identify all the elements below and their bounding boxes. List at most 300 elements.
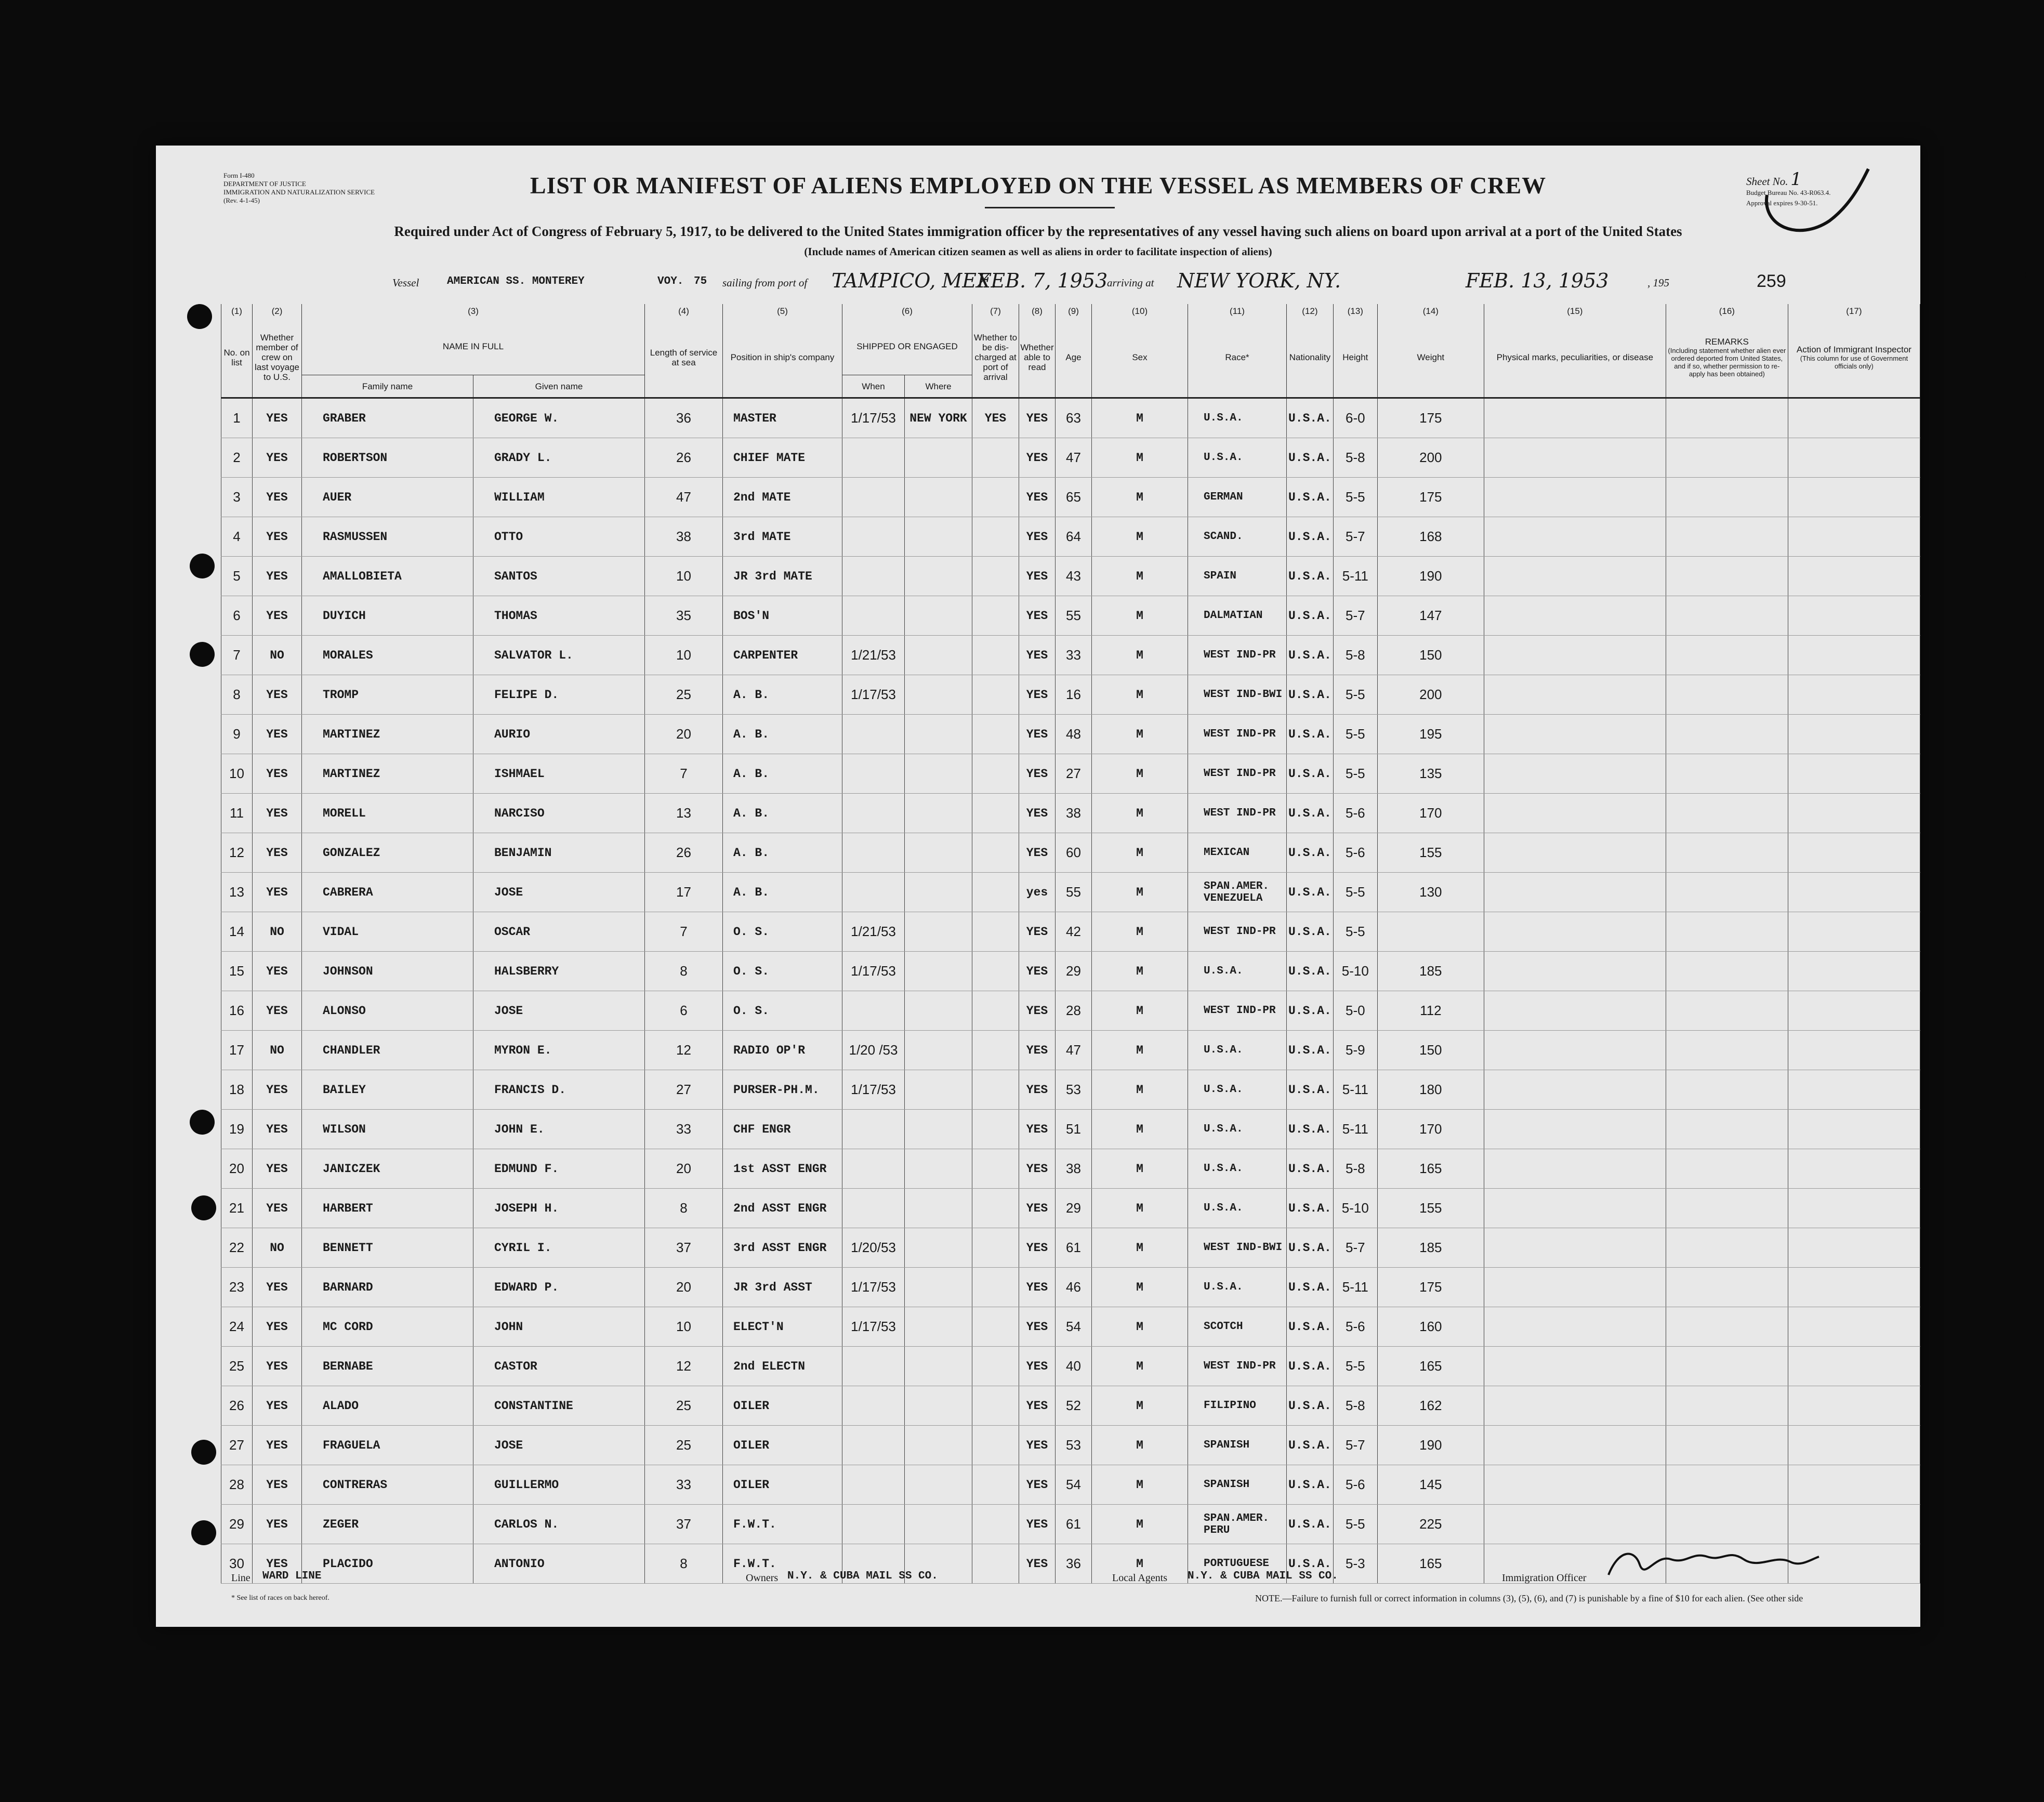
cell-physical-marks (1484, 1110, 1666, 1149)
cell-able-to-read: yes (1019, 873, 1056, 912)
cell-inspector-action (1788, 1465, 1920, 1505)
cell-age: 47 (1056, 438, 1092, 478)
cell-height: 5-7 (1333, 1426, 1377, 1465)
table-row (221, 1505, 1920, 1544)
cell-physical-marks (1484, 675, 1666, 715)
cell-family-name: ALONSO (302, 991, 473, 1031)
cell-sex: M (1092, 952, 1188, 991)
cell-remarks (1666, 1031, 1788, 1070)
cell-age: 48 (1056, 715, 1092, 754)
cell-age: 43 (1056, 557, 1092, 596)
cell-weight: 165 (1377, 1544, 1484, 1584)
cell-remarks (1666, 596, 1788, 636)
manifest-title: LIST OR MANIFEST OF ALIENS EMPLOYED ON THE VESSEL AS MEMBERS OF CREW (530, 172, 1547, 199)
cell-family-name: MC CORD (302, 1307, 473, 1347)
cell-nationality: U.S.A. (1287, 1307, 1334, 1347)
binder-hole (190, 642, 215, 667)
cell-length-of-service: 12 (645, 1347, 723, 1386)
table-row (221, 1465, 1920, 1505)
cell-nationality: U.S.A. (1287, 1268, 1334, 1307)
local-agents-name: N.Y. & CUBA MAIL SS CO. (1188, 1570, 1338, 1582)
cell-weight: 200 (1377, 438, 1484, 478)
cell-shipped-where (905, 1426, 972, 1465)
col-num-17: (17) (1788, 304, 1920, 318)
cell-row-number: 22 (221, 1228, 253, 1268)
table-row (221, 952, 1920, 991)
cell-age: 55 (1056, 873, 1092, 912)
cell-member-last-voyage: YES (253, 1268, 302, 1307)
cell-shipped-where (905, 1070, 972, 1110)
cell-age: 61 (1056, 1505, 1092, 1544)
cell-physical-marks (1484, 1268, 1666, 1307)
table-row (221, 754, 1920, 794)
cell-row-number: 20 (221, 1149, 253, 1189)
cell-height: 5-5 (1333, 715, 1377, 754)
cell-member-last-voyage: YES (253, 1149, 302, 1189)
cell-height: 5-10 (1333, 1189, 1377, 1228)
cell-position: O. S. (723, 991, 842, 1031)
cell-race: WEST IND-PR (1188, 754, 1287, 794)
page-number: 259 (1757, 271, 1786, 291)
cell-member-last-voyage: NO (253, 1228, 302, 1268)
cell-position: A. B. (723, 675, 842, 715)
cell-height: 5-11 (1333, 1268, 1377, 1307)
cell-given-name: OTTO (473, 517, 645, 557)
col-num-9: (9) (1056, 304, 1092, 318)
cell-family-name: BERNABE (302, 1347, 473, 1386)
table-row (221, 1228, 1920, 1268)
cell-discharged (972, 1307, 1019, 1347)
cell-shipped-when (842, 833, 905, 873)
cell-position: OILER (723, 1426, 842, 1465)
cell-discharged (972, 557, 1019, 596)
cell-nationality: U.S.A. (1287, 1505, 1334, 1544)
cell-race: U.S.A. (1188, 438, 1287, 478)
cell-age: 29 (1056, 1189, 1092, 1228)
cell-nationality: U.S.A. (1287, 478, 1334, 517)
cell-family-name: CHANDLER (302, 1031, 473, 1070)
cell-row-number: 28 (221, 1465, 253, 1505)
binder-hole (191, 1195, 216, 1220)
cell-nationality: U.S.A. (1287, 636, 1334, 675)
header-action-note: (This column for use of Government officials only) (1800, 354, 1908, 370)
cell-given-name: MYRON E. (473, 1031, 645, 1070)
cell-age: 40 (1056, 1347, 1092, 1386)
cell-discharged (972, 1347, 1019, 1386)
sheet-number: 1 (1790, 169, 1802, 190)
cell-row-number: 26 (221, 1386, 253, 1426)
owners-label: Owners (746, 1572, 779, 1584)
cell-weight: 162 (1377, 1386, 1484, 1426)
cell-remarks (1666, 794, 1788, 833)
cell-member-last-voyage: YES (253, 952, 302, 991)
cell-family-name: DUYICH (302, 596, 473, 636)
header-weight: Weight (1377, 318, 1484, 398)
table-row (221, 1268, 1920, 1307)
cell-nationality: U.S.A. (1287, 754, 1334, 794)
cell-able-to-read: YES (1019, 438, 1056, 478)
cell-position: CARPENTER (723, 636, 842, 675)
cell-family-name: BARNARD (302, 1268, 473, 1307)
cell-member-last-voyage: YES (253, 517, 302, 557)
cell-race: WEST IND-PR (1188, 794, 1287, 833)
cell-able-to-read: YES (1019, 478, 1056, 517)
cell-row-number: 21 (221, 1189, 253, 1228)
cell-age: 46 (1056, 1268, 1092, 1307)
cell-given-name: NARCISO (473, 794, 645, 833)
cell-weight: 175 (1377, 398, 1484, 438)
cell-position: CHIEF MATE (723, 438, 842, 478)
cell-row-number: 19 (221, 1110, 253, 1149)
cell-row-number: 14 (221, 912, 253, 952)
cell-member-last-voyage: YES (253, 1386, 302, 1426)
cell-height: 5-11 (1333, 1110, 1377, 1149)
cell-nationality: U.S.A. (1287, 517, 1334, 557)
owners-name: N.Y. & CUBA MAIL SS CO. (787, 1570, 938, 1582)
cell-shipped-where (905, 1347, 972, 1386)
cell-age: 53 (1056, 1070, 1092, 1110)
table-row (221, 1070, 1920, 1110)
cell-race: SCOTCH (1188, 1307, 1287, 1347)
cell-position: F.W.T. (723, 1505, 842, 1544)
cell-weight: 170 (1377, 794, 1484, 833)
table-row (221, 912, 1920, 952)
cell-length-of-service: 47 (645, 478, 723, 517)
cell-shipped-where (905, 715, 972, 754)
cell-length-of-service: 25 (645, 1386, 723, 1426)
cell-given-name: HALSBERRY (473, 952, 645, 991)
cell-position: CHF ENGR (723, 1110, 842, 1149)
cell-shipped-where (905, 794, 972, 833)
cell-position: OILER (723, 1386, 842, 1426)
cell-shipped-where (905, 1228, 972, 1268)
cell-sex: M (1092, 715, 1188, 754)
cell-position: A. B. (723, 873, 842, 912)
cell-height: 5-6 (1333, 794, 1377, 833)
cell-nationality: U.S.A. (1287, 1149, 1334, 1189)
cell-inspector-action (1788, 636, 1920, 675)
cell-length-of-service: 10 (645, 1307, 723, 1347)
cell-length-of-service: 36 (645, 398, 723, 438)
cell-discharged (972, 1110, 1019, 1149)
cell-weight: 112 (1377, 991, 1484, 1031)
cell-sex: M (1092, 754, 1188, 794)
cell-position: PURSER-PH.M. (723, 1070, 842, 1110)
cell-nationality: U.S.A. (1287, 952, 1334, 991)
cell-age: 33 (1056, 636, 1092, 675)
cell-remarks (1666, 478, 1788, 517)
cell-discharged (972, 1228, 1019, 1268)
table-row (221, 1110, 1920, 1149)
cell-remarks (1666, 517, 1788, 557)
col-num-13: (13) (1333, 304, 1377, 318)
table-row (221, 715, 1920, 754)
cell-position: 2nd ELECTN (723, 1347, 842, 1386)
cell-discharged (972, 991, 1019, 1031)
cell-length-of-service: 8 (645, 1189, 723, 1228)
cell-shipped-when: 1/17/53 (842, 398, 905, 438)
cell-remarks (1666, 952, 1788, 991)
col-num-11: (11) (1188, 304, 1287, 318)
cell-member-last-voyage: YES (253, 1544, 302, 1584)
cell-height: 5-8 (1333, 636, 1377, 675)
cell-height: 5-11 (1333, 557, 1377, 596)
cell-family-name: ROBERTSON (302, 438, 473, 478)
cell-shipped-when (842, 715, 905, 754)
cell-age: 47 (1056, 1031, 1092, 1070)
binder-hole (191, 1520, 216, 1545)
cell-weight: 130 (1377, 873, 1484, 912)
cell-remarks (1666, 398, 1788, 438)
cell-physical-marks (1484, 636, 1666, 675)
header-remarks (1666, 318, 1788, 398)
cell-row-number: 23 (221, 1268, 253, 1307)
cell-shipped-where (905, 1386, 972, 1426)
cell-inspector-action (1788, 912, 1920, 952)
cell-nationality: U.S.A. (1287, 912, 1334, 952)
header-where: Where (905, 375, 972, 398)
cell-height: 5-8 (1333, 1149, 1377, 1189)
cell-shipped-where (905, 873, 972, 912)
cell-family-name: GONZALEZ (302, 833, 473, 873)
cell-discharged (972, 912, 1019, 952)
table-row (221, 478, 1920, 517)
cell-member-last-voyage: YES (253, 557, 302, 596)
cell-row-number: 15 (221, 952, 253, 991)
cell-shipped-when (842, 438, 905, 478)
cell-height: 6-0 (1333, 398, 1377, 438)
cell-position: 1st ASST ENGR (723, 1149, 842, 1189)
cell-row-number: 3 (221, 478, 253, 517)
cell-age: 53 (1056, 1426, 1092, 1465)
cell-weight: 190 (1377, 557, 1484, 596)
cell-height: 5-5 (1333, 478, 1377, 517)
cell-row-number: 16 (221, 991, 253, 1031)
cell-discharged (972, 1070, 1019, 1110)
cell-able-to-read: YES (1019, 1386, 1056, 1426)
cell-able-to-read: YES (1019, 794, 1056, 833)
cell-length-of-service: 7 (645, 912, 723, 952)
cell-remarks (1666, 715, 1788, 754)
cell-inspector-action (1788, 1110, 1920, 1149)
title-divider (985, 207, 1115, 208)
form-department: DEPARTMENT OF JUSTICE (223, 180, 306, 188)
cell-height: 5-7 (1333, 1228, 1377, 1268)
cell-position: BOS'N (723, 596, 842, 636)
cell-shipped-where (905, 1110, 972, 1149)
cell-weight: 135 (1377, 754, 1484, 794)
cell-sex: M (1092, 1347, 1188, 1386)
cell-shipped-where (905, 596, 972, 636)
cell-family-name: JOHNSON (302, 952, 473, 991)
cell-inspector-action (1788, 1070, 1920, 1110)
cell-race: SPAN.AMER. PERU (1188, 1505, 1287, 1544)
cell-shipped-when (842, 1386, 905, 1426)
cell-family-name: BAILEY (302, 1070, 473, 1110)
cell-shipped-when (842, 596, 905, 636)
header-remarks-title: REMARKS (1705, 337, 1749, 347)
cell-position: JR 3rd ASST (723, 1268, 842, 1307)
cell-shipped-where (905, 833, 972, 873)
cell-shipped-when: 1/17/53 (842, 1070, 905, 1110)
cell-shipped-when (842, 478, 905, 517)
table-row (221, 991, 1920, 1031)
cell-shipped-where (905, 1268, 972, 1307)
col-num-3: (3) (302, 304, 645, 318)
cell-shipped-when (842, 873, 905, 912)
table-row (221, 675, 1920, 715)
table-row (221, 1031, 1920, 1070)
cell-able-to-read: YES (1019, 636, 1056, 675)
cell-race: U.S.A. (1188, 952, 1287, 991)
cell-height: 5-5 (1333, 873, 1377, 912)
cell-length-of-service: 38 (645, 517, 723, 557)
cell-height: 5-6 (1333, 833, 1377, 873)
cell-member-last-voyage: YES (253, 1347, 302, 1386)
cell-remarks (1666, 754, 1788, 794)
cell-shipped-when (842, 1426, 905, 1465)
cell-age: 64 (1056, 517, 1092, 557)
manifest-subtitle-note: (Include names of American citizen seamen as well as aliens in order to facilitate inspection of aliens) (804, 245, 1272, 258)
binder-hole (190, 554, 215, 578)
cell-physical-marks (1484, 1189, 1666, 1228)
table-row (221, 636, 1920, 675)
cell-row-number: 18 (221, 1070, 253, 1110)
cell-row-number: 11 (221, 794, 253, 833)
header-given-name: Given name (473, 375, 645, 398)
cell-race: U.S.A. (1188, 1189, 1287, 1228)
cell-shipped-where (905, 952, 972, 991)
cell-length-of-service: 10 (645, 557, 723, 596)
cell-row-number: 25 (221, 1347, 253, 1386)
cell-physical-marks (1484, 1347, 1666, 1386)
cell-family-name: PLACIDO (302, 1544, 473, 1584)
cell-position: RADIO OP'R (723, 1031, 842, 1070)
cell-physical-marks (1484, 478, 1666, 517)
header-length-of-service: Length of service at sea (645, 318, 723, 398)
cell-sex: M (1092, 675, 1188, 715)
cell-position: 3rd MATE (723, 517, 842, 557)
form-number: Form I-480 (223, 172, 255, 179)
cell-member-last-voyage: YES (253, 715, 302, 754)
cell-race: MEXICAN (1188, 833, 1287, 873)
cell-length-of-service: 13 (645, 794, 723, 833)
cell-height: 5-5 (1333, 675, 1377, 715)
col-num-4: (4) (645, 304, 723, 318)
cell-race: DALMATIAN (1188, 596, 1287, 636)
cell-family-name: MORALES (302, 636, 473, 675)
cell-family-name: AUER (302, 478, 473, 517)
cell-member-last-voyage: YES (253, 478, 302, 517)
line-label: Line (231, 1572, 250, 1584)
cell-remarks (1666, 636, 1788, 675)
binder-hole (191, 1440, 216, 1465)
table-row (221, 1189, 1920, 1228)
cell-shipped-when (842, 557, 905, 596)
cell-inspector-action (1788, 1505, 1920, 1544)
sheet-label: Sheet No. (1746, 175, 1788, 188)
cell-race: U.S.A. (1188, 398, 1287, 438)
header-age: Age (1056, 318, 1092, 398)
cell-row-number: 1 (221, 398, 253, 438)
cell-age: 28 (1056, 991, 1092, 1031)
cell-weight: 200 (1377, 675, 1484, 715)
cell-discharged (972, 833, 1019, 873)
cell-row-number: 27 (221, 1426, 253, 1465)
cell-remarks (1666, 912, 1788, 952)
cell-physical-marks (1484, 794, 1666, 833)
cell-age: 63 (1056, 398, 1092, 438)
cell-age: 38 (1056, 1149, 1092, 1189)
col-num-1: (1) (221, 304, 253, 318)
cell-position: 2nd ASST ENGR (723, 1189, 842, 1228)
vessel-label: Vessel (392, 277, 419, 289)
cell-member-last-voyage: YES (253, 1505, 302, 1544)
cell-discharged (972, 1149, 1019, 1189)
cell-member-last-voyage: YES (253, 833, 302, 873)
cell-member-last-voyage: YES (253, 794, 302, 833)
cell-sex: M (1092, 1228, 1188, 1268)
cell-shipped-when (842, 1189, 905, 1228)
cell-row-number: 8 (221, 675, 253, 715)
cell-inspector-action (1788, 991, 1920, 1031)
cell-shipped-when (842, 991, 905, 1031)
cell-weight: 170 (1377, 1110, 1484, 1149)
cell-shipped-when (842, 754, 905, 794)
cell-weight: 195 (1377, 715, 1484, 754)
cell-discharged (972, 952, 1019, 991)
table-row (221, 1347, 1920, 1386)
cell-given-name: JOSE (473, 991, 645, 1031)
cell-shipped-when: 1/20/53 (842, 1228, 905, 1268)
cell-nationality: U.S.A. (1287, 1189, 1334, 1228)
cell-length-of-service: 8 (645, 1544, 723, 1584)
cell-given-name: THOMAS (473, 596, 645, 636)
cell-physical-marks (1484, 517, 1666, 557)
cell-height: 5-7 (1333, 517, 1377, 557)
cell-age: 65 (1056, 478, 1092, 517)
penalty-note: NOTE.—Failure to furnish full or correct information in columns (3), (5), (6), and (7) is punishable by a fine of $10 for each alien. (See other side (1255, 1593, 1803, 1603)
cell-sex: M (1092, 398, 1188, 438)
cell-shipped-when: 1/17/53 (842, 952, 905, 991)
cell-length-of-service: 26 (645, 438, 723, 478)
cell-shipped-where (905, 754, 972, 794)
manifest-subtitle: Required under Act of Congress of February 5, 1917, to be delivered to the United States immigration officer by the representatives of any vessel having such aliens on board upon arrival at a port of the United States (394, 223, 1682, 239)
cell-race: WEST IND-BWI (1188, 675, 1287, 715)
cell-sex: M (1092, 991, 1188, 1031)
col-num-6: (6) (842, 304, 972, 318)
header-when: When (842, 375, 905, 398)
cell-able-to-read: YES (1019, 1070, 1056, 1110)
cell-age: 29 (1056, 952, 1092, 991)
cell-discharged (972, 1544, 1019, 1584)
cell-sex: M (1092, 596, 1188, 636)
cell-remarks (1666, 438, 1788, 478)
cell-length-of-service: 17 (645, 873, 723, 912)
cell-nationality: U.S.A. (1287, 794, 1334, 833)
cell-shipped-when: 1/20 /53 (842, 1031, 905, 1070)
cell-member-last-voyage: YES (253, 754, 302, 794)
binder-hole (2001, 262, 2026, 287)
cell-weight: 160 (1377, 1307, 1484, 1347)
cell-physical-marks (1484, 438, 1666, 478)
cell-sex: M (1092, 478, 1188, 517)
cell-given-name: CARLOS N. (473, 1505, 645, 1544)
cell-sex: M (1092, 1070, 1188, 1110)
officer-signature (1603, 1544, 1822, 1590)
cell-race: WEST IND-PR (1188, 1347, 1287, 1386)
cell-race: U.S.A. (1188, 1070, 1287, 1110)
